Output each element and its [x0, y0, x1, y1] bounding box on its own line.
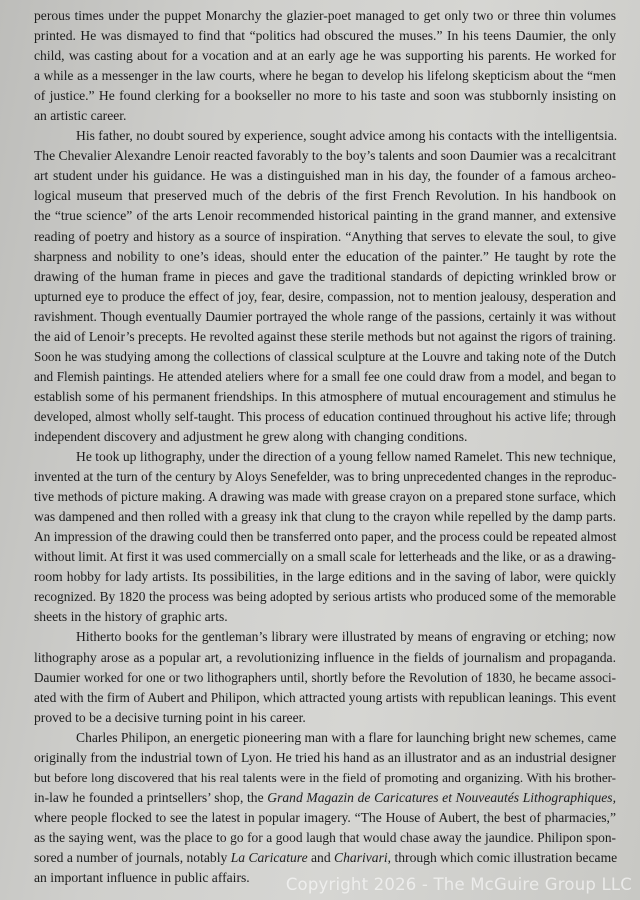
text-segment: reading of poetry and history as a source of inspiration. “Anything that serves to elevate the soul, to give [34, 228, 616, 244]
text-segment: sharpness and nobility to one’s ideas, should enter the education of the painter.” He taught by rote the [34, 248, 616, 264]
text-line [34, 768, 616, 788]
text-line [34, 206, 616, 226]
text-segment: An impression of the drawing could then be transferred onto paper, and the process could be repeated almost [34, 529, 617, 545]
text-line [34, 367, 616, 387]
text-line [34, 327, 616, 347]
text-line [34, 507, 616, 527]
text-line [34, 728, 616, 748]
text-line [34, 848, 616, 868]
text-segment: independent discovery and adjustment he grew along with changing conditions. [34, 428, 468, 444]
copyright-watermark: Copyright 2026 - The McGuire Group LLC [285, 875, 632, 894]
paragraph [34, 447, 616, 627]
text-segment: proved to be a decisive turning point in his career. [34, 709, 306, 725]
text-line [34, 427, 616, 447]
text-line [34, 627, 616, 647]
text-line [34, 708, 616, 728]
text-segment: drawing of the human frame in pieces and gave the traditional standards of depicting wrinkled brow or [34, 268, 616, 284]
text-segment: originally from the industrial town of Lyon. He tried his hand as an illustrator and as an industrial designer [34, 749, 616, 765]
paragraph [34, 728, 616, 888]
text-line [34, 267, 616, 287]
text-segment: as the saying went, was the place to go for a good laugh that would chase away the jaundice. Philipon spon- [34, 829, 616, 845]
paragraph [34, 627, 616, 727]
italic-title-text: Grand Magazin de Caricatures et Nouveautés Lithographiques, [267, 789, 616, 805]
text-segment: perous times under the puppet Monarchy the glazier-poet managed to get only two or three thin volumes [34, 8, 616, 23]
text-segment: lithography arose as a popular art, a revolutionizing influence in the fields of journalism and propaganda. [34, 649, 616, 665]
text-line [34, 487, 616, 507]
text-line [34, 247, 616, 267]
paragraph [34, 6, 616, 126]
text-line [34, 467, 616, 487]
text-segment: art student under his guidance. He was a distinguished man in his day, the founder of a famous archeo- [34, 168, 616, 184]
text-line [34, 46, 616, 66]
text-line [34, 307, 616, 327]
text-line [34, 26, 616, 46]
text-line [34, 387, 616, 407]
text-line [34, 808, 616, 828]
text-segment: where people flocked to see the latest in popular imagery. “The House of Aubert, the best of pharmacies,” [34, 809, 616, 825]
italic-title-text: La Caricature [230, 849, 308, 865]
text-segment: child, was casting about for a vocation and at an early age he was supporting his parents. He worked for [34, 48, 616, 64]
text-line [34, 607, 616, 627]
text-segment: room hobby for lady artists. Its possibilities, in the large editions and in the saving of labor, were quickly [34, 569, 616, 585]
text-segment: in-law he founded a printsellers’ shop, the [34, 789, 268, 805]
text-segment: recognized. By 1820 the process was being adopted by serious artists who produced some of the memorable [34, 589, 616, 605]
text-segment: without limit. At first it was used commercially on a small scale for letterheads and the like, or as a drawing- [34, 549, 616, 565]
text-segment: and [307, 849, 335, 865]
text-line [34, 668, 616, 688]
text-segment: the aid of Lenoir’s precepts. He revolted against these sterile methods but not against the rigors of training. [34, 328, 616, 344]
text-segment: He took up lithography, under the direction of a young fellow named Ramelet. This new technique, [76, 449, 616, 465]
text-line [34, 547, 616, 567]
text-segment: , through which comic illustration became [387, 849, 618, 865]
text-line [34, 146, 616, 166]
text-line [34, 106, 616, 126]
text-segment: establish some of his permanent friendships. In this atmosphere of mutual encouragement and stimulus he [34, 388, 616, 404]
text-segment: tive methods of picture making. A drawing was made with grease crayon on a prepared stone surface, which [34, 489, 616, 505]
text-segment: sheets in the history of graphic arts. [34, 609, 228, 625]
text-segment: printed. He was dismayed to find that “politics had obscured the muses.” In his teens Daumier, the only [34, 28, 616, 44]
text-line [34, 287, 616, 307]
text-segment: Hitherto books for the gentleman’s library were illustrated by means of engraving or etching; now [76, 629, 616, 645]
text-segment: The Chevalier Alexandre Lenoir reacted favorably to the boy’s talents and soon Daumier was a recalcitrant [34, 148, 616, 164]
text-segment: was dampened and then rolled with a greasy ink that clung to the crayon while repelled by the damp parts. [34, 509, 616, 525]
text-segment: ated with the firm of Aubert and Philipon, which attracted young artists with republican leanings. This event [34, 689, 616, 705]
text-segment: and Flemish paintings. He attended ateliers where for a small fee one could draw from a model, and began to [34, 368, 616, 384]
text-line [34, 126, 616, 146]
text-line [34, 748, 616, 768]
text-segment: of justice.” He found clerking for a bookseller no more to his taste and soon was stubbornly insisting on [34, 88, 616, 104]
text-line [34, 567, 616, 587]
text-segment: a while as a messenger in the law courts, where he began to develop his lifelong skepticism about the “men [34, 68, 616, 84]
text-line [34, 828, 616, 848]
text-line [34, 227, 616, 247]
text-line [34, 6, 616, 26]
text-line [34, 587, 616, 607]
text-segment: ravishment. Though eventually Daumier portrayed the whole range of the passions, certainly it was without [34, 308, 616, 324]
text-segment: an artistic career. [34, 108, 127, 124]
text-line [34, 66, 616, 86]
text-line [34, 447, 616, 467]
text-line [34, 788, 616, 808]
text-line [34, 527, 616, 547]
text-segment: the “true science” of the arts Lenoir recommended historical painting in the grand manner, and extensive [34, 208, 616, 224]
paragraph [34, 126, 616, 447]
text-line [34, 347, 616, 367]
text-segment: logical museum that preserved much of the debris of the first French Revolution. In his handbook on [34, 188, 616, 204]
document-page [34, 6, 616, 888]
italic-title-text: Charivari [334, 849, 388, 865]
text-line [34, 648, 616, 668]
text-segment: but before long discovered that his real talents were in the field of promoting and organizing. With his brother- [34, 769, 616, 785]
text-line [34, 688, 616, 708]
text-line [34, 166, 616, 186]
text-segment: developed, almost wholly self-taught. This process of education continued throughout his active life; through [34, 408, 616, 424]
text-segment: Soon he was studying among the collections of classical sculpture at the Louvre and taking note of the Dutch [34, 348, 616, 364]
text-line [34, 407, 616, 427]
text-line [34, 186, 616, 206]
text-segment: sored a number of journals, notably [34, 849, 231, 865]
text-segment: Daumier worked for one or two lithographers until, shortly before the Revolution of 1830, he became associ- [34, 669, 616, 685]
text-segment: Charles Philipon, an energetic pioneering man with a flare for launching bright new schemes, came [76, 729, 617, 745]
text-line [34, 86, 616, 106]
text-segment: His father, no doubt soured by experience, sought advice among his contacts with the intelligentsia. [76, 128, 618, 144]
text-segment: upturned eye to produce the effect of joy, fear, desire, compassion, not to mention jealousy, desperation and [34, 288, 616, 304]
text-segment: an important influence in public affairs. [34, 870, 250, 886]
text-segment: invented at the turn of the century by Aloys Senefelder, was to bring unprecedented changes in the reproduc- [34, 469, 617, 485]
